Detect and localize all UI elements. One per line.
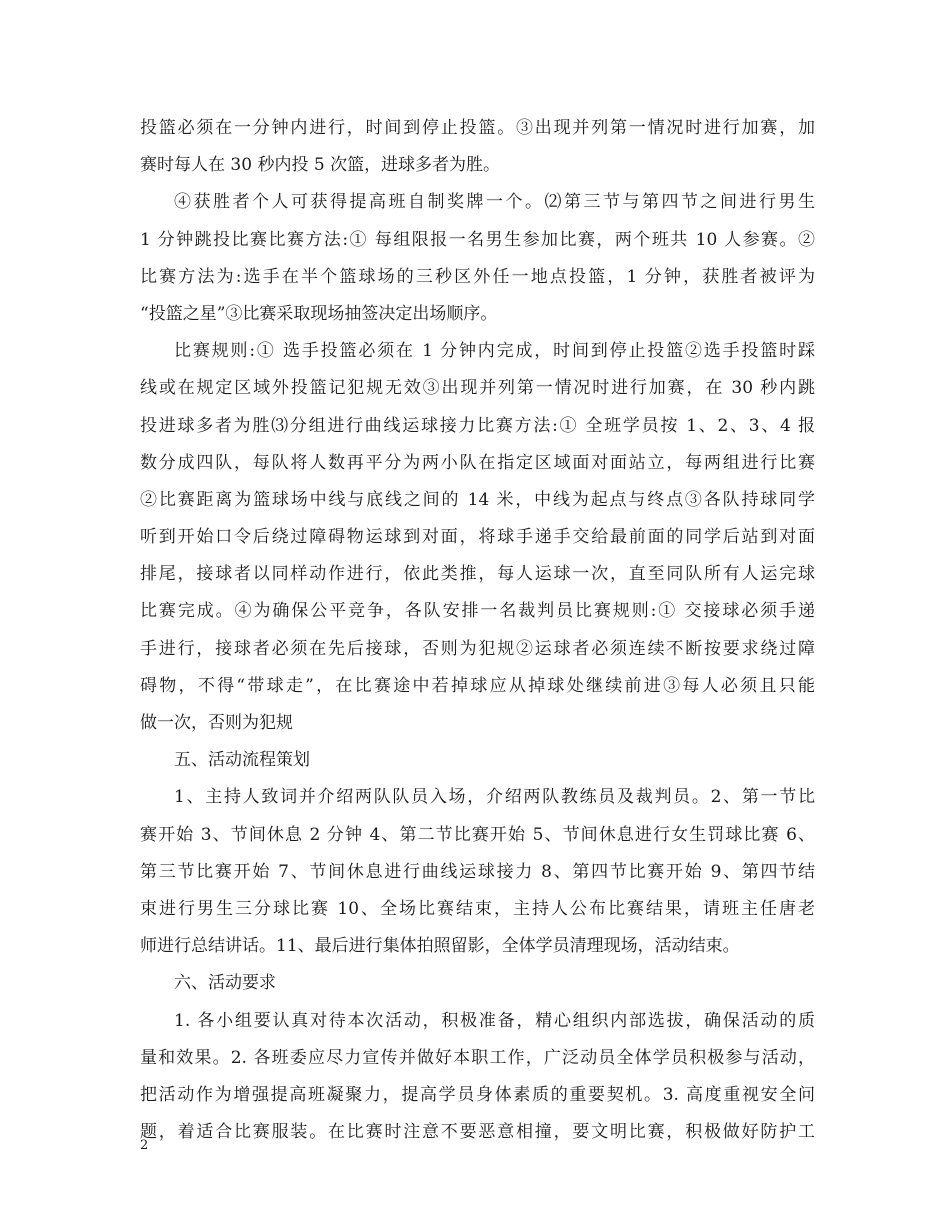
text-line: 手进行，接球者必须在先后接球，否则为犯规②运球者必须连续不断按要求绕过障 bbox=[140, 638, 815, 659]
text-line: ②比赛距离为篮球场中线与底线之间的 14 米，中线为起点与终点③各队持球同学 bbox=[140, 489, 815, 510]
text-line: 比赛完成。④为确保公平竞争，各队安排一名裁判员比赛规则:① 交接球必须手递 bbox=[140, 601, 815, 622]
document-body bbox=[140, 110, 815, 1151]
text-line: 线或在规定区域外投篮记犯规无效③出现并列第一情况时进行加赛，在 30 秒内跳 bbox=[140, 378, 815, 399]
text-line: 做一次，否则为犯规 bbox=[140, 713, 293, 733]
section-heading: 五、活动流程策划 bbox=[174, 750, 310, 771]
text-line: 赛时每人在 30 秒内投 5 次篮，进球多者为胜。 bbox=[140, 155, 501, 176]
text-line: ④获胜者个人可获得提高班自制奖牌一个。⑵第三节与第四节之间进行男生 bbox=[174, 192, 815, 213]
text-line: 1. 各小组要认真对待本次活动，积极准备，精心组织内部选拔，确保活动的质 bbox=[174, 1010, 815, 1031]
section-heading: 六、活动要求 bbox=[174, 973, 276, 994]
text-line: 听到开始口令后绕过障碍物运球到对面，将球手递手交给最前面的同学后站到对面 bbox=[140, 527, 815, 548]
text-line: 第三节比赛开始 7、节间休息进行曲线运球接力 8、第四节比赛开始 9、第四节结 bbox=[140, 861, 815, 882]
text-line: 数分成四队，每队将人数再平分为两小队在指定区域面对面站立，每两组进行比赛 bbox=[140, 452, 815, 473]
text-line: 题，着适合比赛服装。在比赛时注意不要恶意相撞，要文明比赛，积极做好防护工 bbox=[140, 1122, 815, 1143]
text-line: 把活动作为增强提高班凝聚力，提高学员身体素质的重要契机。3. 高度重视安全问 bbox=[140, 1084, 815, 1105]
text-line: 量和效果。2. 各班委应尽力宣传并做好本职工作，广泛动员全体学员积极参与活动， bbox=[140, 1047, 815, 1068]
text-line: “投篮之星”③比赛采取现场抽签决定出场顺序。 bbox=[140, 303, 498, 324]
text-line: 投进球多者为胜⑶分组进行曲线运球接力比赛方法:① 全班学员按 1、2、3、4 报 bbox=[140, 415, 815, 436]
text-line: 投篮必须在一分钟内进行，时间到停止投篮。③出现并列第一情况时进行加赛，加 bbox=[140, 118, 815, 138]
page-number: 2 bbox=[140, 1138, 149, 1153]
text-line: 1 分钟跳投比赛比赛方法:① 每组限报一名男生参加比赛，两个班共 10 人参赛。② bbox=[140, 229, 815, 250]
text-line: 赛开始 3、节间休息 2 分钟 4、第二节比赛开始 5、节间休息进行女生罚球比赛 6、 bbox=[140, 824, 815, 845]
text-line: 束进行男生三分球比赛 10、全场比赛结束，主持人公布比赛结果，请班主任唐老 bbox=[140, 898, 815, 919]
text-line: 碍物，不得“带球走”，在比赛途中若掉球应从掉球处继续前进③每人必须且只能 bbox=[140, 675, 815, 696]
text-line: 师进行总结讲话。11、最后进行集体拍照留影，全体学员清理现场，活动结束。 bbox=[140, 936, 740, 957]
text-line: 1、主持人致词并介绍两队队员入场，介绍两队教练员及裁判员。2、第一节比 bbox=[174, 787, 815, 808]
text-line: 比赛方法为:选手在半个篮球场的三秒区外任一地点投篮，1 分钟，获胜者被评为 bbox=[140, 266, 815, 287]
text-line: 比赛规则:① 选手投篮必须在 1 分钟内完成，时间到停止投篮②选手投篮时踩 bbox=[174, 341, 815, 362]
text-line: 排尾，接球者以同样动作进行，依此类推，每人运球一次，直至同队所有人运完球 bbox=[140, 564, 815, 585]
